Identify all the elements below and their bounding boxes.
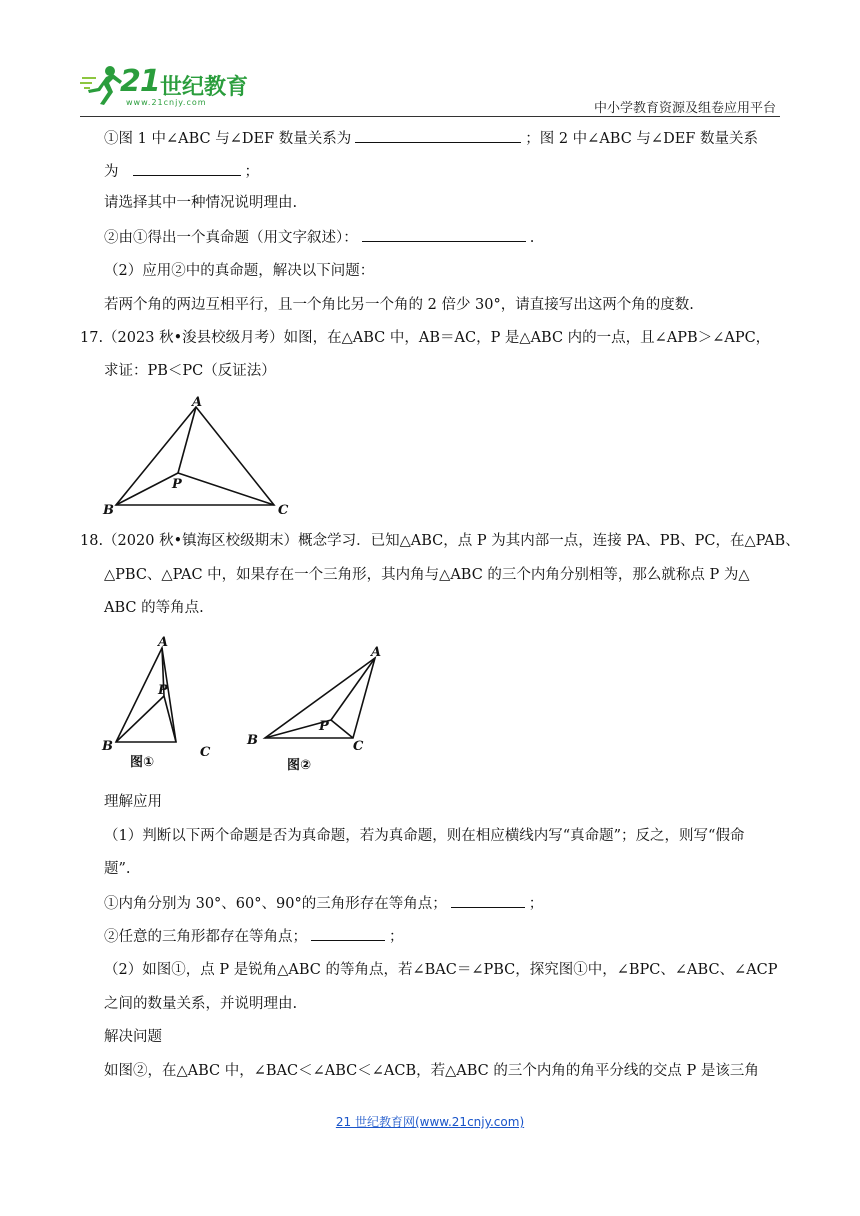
section-heading: 解决问题 (104, 1029, 162, 1045)
text-line: 若两个角的两边互相平行，且一个角比另一个角的 2 倍少 30°，请直接写出这两个角的度数. (104, 297, 694, 313)
text-line: 如图②，在△ABC 中，∠BAC＜∠ABC＜∠ACB，若△ABC 的三个内角的角平分线的交点 P 是该三角 (104, 1063, 759, 1079)
text-segment: ①内角分别为 30°、60°、90°的三角形存在等角点； (104, 896, 447, 912)
answer-blank (451, 893, 525, 908)
figure-18-2 (243, 640, 383, 775)
vertex-label-b: B (247, 733, 258, 748)
text-segment: ①图 1 中∠ABC 与∠DEF 数量关系为 (104, 131, 352, 147)
text-segment: ； (528, 896, 544, 912)
answer-blank (133, 161, 241, 176)
text-line (104, 128, 758, 149)
figure-18-1 (100, 632, 220, 777)
text-segment: ②由①得出一个真命题（用文字叙述）： (104, 230, 358, 246)
answer-blank (355, 128, 521, 143)
point-label-p: P (158, 683, 168, 698)
text-line (104, 161, 259, 182)
text-line: （2）应用②中的真命题，解决以下问题： (104, 263, 375, 279)
text-line: 题”. (104, 861, 131, 877)
text-segment: ②任意的三角形都存在等角点； (104, 929, 307, 945)
text-line (104, 893, 543, 914)
header-platform-text: 中小学教育资源及组卷应用平台 (593, 101, 776, 116)
text-line: 请选择其中一种情况说明理由. (104, 195, 298, 211)
vertex-label-c: C (278, 503, 289, 517)
point-label-p: P (319, 719, 329, 734)
logo-url: www.21cnjy.com (126, 98, 207, 107)
text-segment: ；图 2 中∠ABC 与∠DEF 数量关系 (525, 131, 758, 147)
text-segment: ； (389, 929, 404, 945)
figure-caption: 图② (287, 758, 312, 773)
text-segment: . (529, 230, 535, 246)
logo-text: 世纪教育 (160, 75, 249, 100)
vertex-label-c: C (200, 745, 211, 760)
text-segment: 为 (104, 164, 119, 180)
answer-blank (311, 926, 385, 941)
logo-number: 21 (120, 64, 160, 99)
text-segment: ； (244, 164, 259, 180)
header-divider (80, 116, 780, 117)
figure-17 (100, 393, 300, 517)
answer-blank (362, 227, 526, 242)
footer-link[interactable]: 21 世纪教育网(www.21cnjy.com) (335, 1115, 525, 1129)
runner-icon (80, 64, 124, 108)
text-line: 之间的数量关系，并说明理由. (104, 996, 298, 1012)
text-line: ABC 的等角点. (104, 600, 204, 616)
figure-caption: 图① (130, 755, 155, 770)
question-18: 18.（2020 秋•镇海区校级期末）概念学习．已知△ABC，点 P 为其内部一点，连接 PA、PB、PC，在△PAB、 (80, 533, 800, 549)
text-line: （1）判断以下两个命题是否为真命题，若为真命题，则在相应横线内写“真命题”；反之，则写“假命 (104, 828, 745, 844)
question-17: 17.（2023 秋•浚县校级月考）如图，在△ABC 中，AB＝AC，P 是△ABC 内的一点，且∠APB＞∠APC， (80, 330, 771, 346)
text-line (104, 227, 534, 248)
vertex-label-a: A (158, 635, 169, 650)
vertex-label-c: C (353, 739, 364, 754)
point-label-p: P (172, 477, 182, 492)
page-header (0, 0, 860, 120)
logo (80, 64, 255, 112)
vertex-label-b: B (102, 739, 113, 754)
text-line (104, 926, 404, 947)
text-line: 求证：PB＜PC（反证法） (104, 363, 276, 379)
text-line: △PBC、△PAC 中，如果存在一个三角形，其内角与△ABC 的三个内角分别相等，那么就称点 P 为△ (104, 567, 750, 583)
vertex-label-a: A (192, 395, 203, 410)
text-line: （2）如图①，点 P 是锐角△ABC 的等角点，若∠BAC＝∠PBC，探究图①中，∠BPC、∠ABC、∠ACP (104, 962, 778, 978)
vertex-label-a: A (371, 645, 382, 660)
vertex-label-b: B (103, 503, 114, 517)
section-heading: 理解应用 (104, 794, 162, 810)
